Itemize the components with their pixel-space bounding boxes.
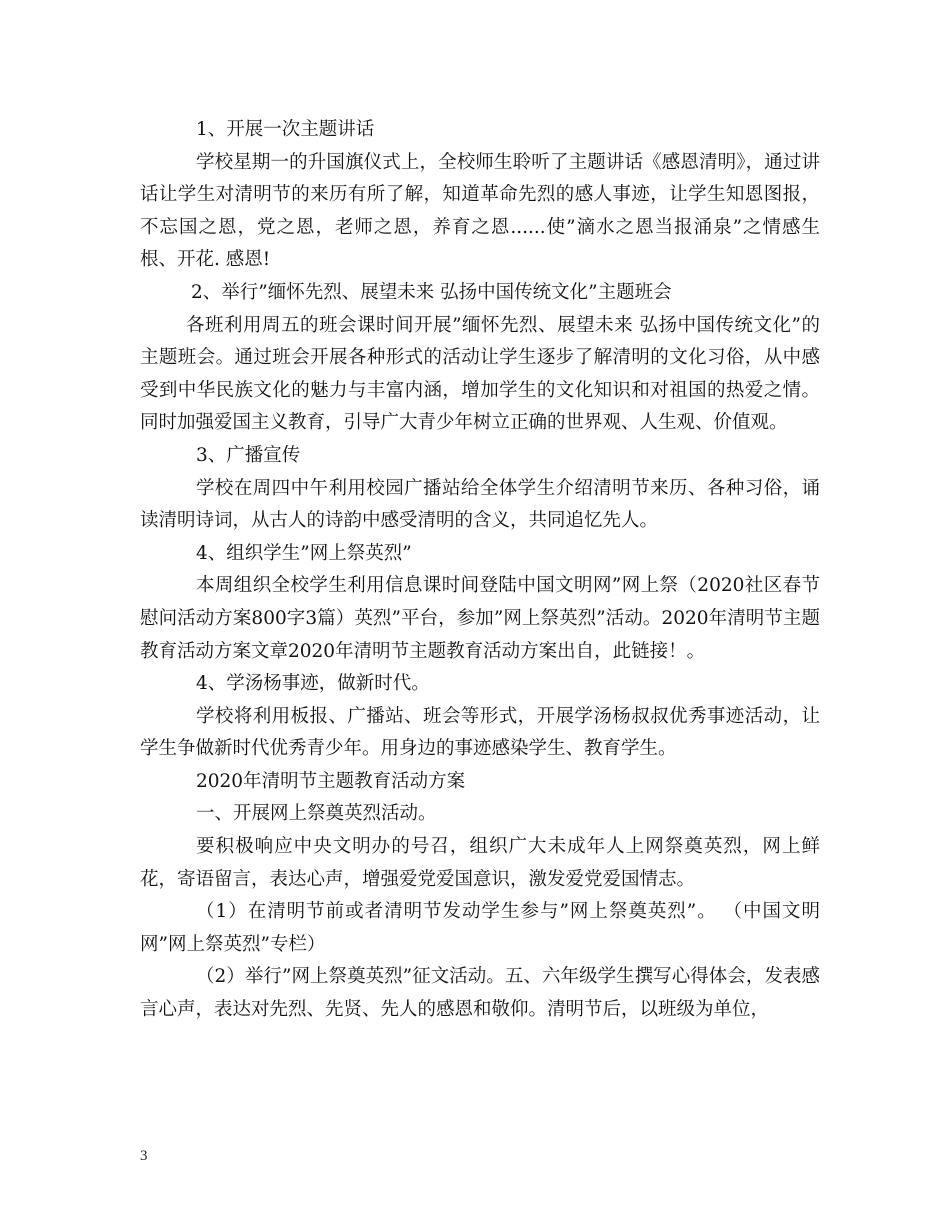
heading-4-learn-example: 4、学汤杨事迹，做新时代。: [196, 673, 430, 695]
heading-4-online-tribute: 4、组织学生”网上祭英烈”: [196, 542, 412, 564]
paragraph-online-tribute: 本周组织全校学生利用信息课时间登陆中国文明网”网上祭（2020社区春节慰问活动方案800字3篇）英烈”平台，参加”网上祭英烈”活动。2020年清明节主题教育活动方案文章2020年清明节主题教育活动方案出自，此链接！。: [140, 575, 820, 662]
paragraph-learn-example: 学校将利用板报、广播站、班会等形式，开展学汤杨叔叔优秀事迹活动，让学生争做新时代优秀青少年。用身边的事迹感染学生、教育学生。: [140, 705, 820, 760]
paragraph-talk: 学校星期一的升国旗仪式上，全校师生聆听了主题讲话《感恩清明》，通过讲话让学生对清明节的来历有所了解，知道革命先烈的感人事迹，让学生知恩图报，不忘国之恩，党之恩，老师之恩，养育之恩......使”滴水之恩当报涌泉”之情感生根、开花. 感恩!: [140, 151, 820, 271]
heading-2-class-meeting: 2、举行”缅怀先烈、展望未来 弘扬中国传统文化”主题班会: [191, 281, 672, 303]
paragraph-broadcast: 学校在周四中午利用校园广播站给全体学生介绍清明节来历、各种习俗，诵读清明诗词，从古人的诗韵中感受清明的含义，共同追忆先人。: [140, 477, 820, 532]
heading-3-broadcast: 3、广播宣传: [196, 444, 301, 466]
section-title: 2020年清明节主题教育活动方案: [196, 770, 466, 792]
item-1-participation: （1）在清明节前或者清明节发动学生参与”网上祭奠英烈”。 （中国文明网”网上祭英烈”专栏）: [140, 901, 820, 955]
page-number: 3: [140, 1148, 148, 1164]
heading-1-talk: 1、开展一次主题讲话: [196, 119, 375, 140]
paragraph-online-memorial: 要积极响应中央文明办的号召，组织广大未成年人上网祭奠英烈，网上鲜花，寄语留言，表达心声，增强爱党爱国意识，激发爱党爱国情志。: [140, 836, 820, 890]
document-body: [140, 114, 820, 1027]
paragraph-class-meeting: 各班利用周五的班会课时间开展”缅怀先烈、展望未来 弘扬中国传统文化”的主题班会。通过班会开展各种形式的活动让学生逐步了解清明的文化习俗，从中感受到中华民族文化的魅力与丰富内涵，增加学生的文化知识和对祖国的热爱之情。同时加强爱国主义教育，引导广大青少年树立正确的世界观、人生观、价值观。: [140, 314, 820, 434]
item-2-essay: （2）举行”网上祭奠英烈”征文活动。五、六年级学生撰写心得体会，发表感言心声，表达对先烈、先贤、先人的感恩和敬仰。清明节后，以班级为单位，: [140, 966, 820, 1021]
heading-online-memorial: 一、开展网上祭奠英烈活动。: [196, 803, 437, 825]
